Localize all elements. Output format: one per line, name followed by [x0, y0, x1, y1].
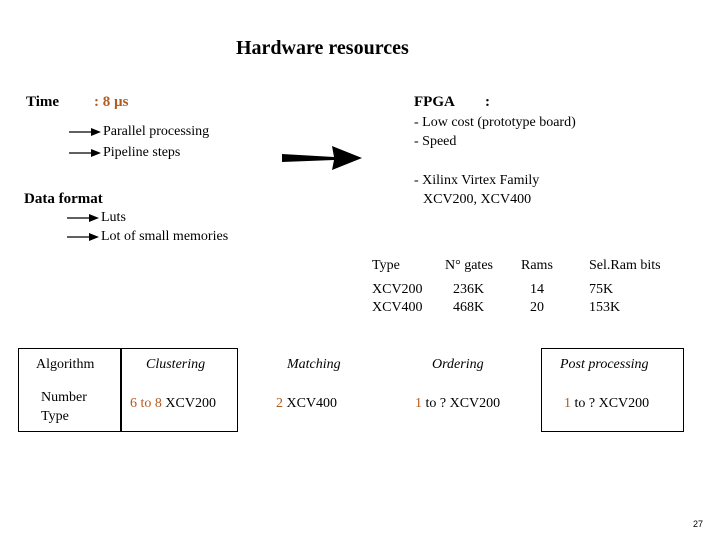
device-cell-rams: 14	[530, 282, 544, 297]
fpga-item-devices: XCV200, XCV400	[423, 192, 532, 207]
column-post-processing: Post processing	[560, 357, 649, 372]
fpga-item-speed: - Speed	[414, 134, 457, 149]
matching-value	[276, 396, 337, 412]
post-processing-type: to ? XCV200	[571, 396, 650, 411]
fpga-colon: :	[485, 94, 490, 110]
post-processing-value	[564, 396, 649, 412]
number-type-label: Number Type	[41, 390, 87, 424]
device-cell-gates: 236K	[453, 282, 485, 297]
device-cell-gates: 468K	[453, 300, 485, 315]
ordering-type: to ? XCV200	[422, 396, 501, 411]
device-cell-type: XCV400	[372, 300, 423, 315]
data-format-luts: Luts	[101, 210, 126, 225]
device-header-selram: Sel.Ram bits	[589, 258, 661, 273]
device-header-gates: N° gates	[445, 258, 493, 273]
device-cell-selram: 153K	[589, 300, 621, 315]
large-arrow-right-icon	[282, 143, 362, 173]
column-ordering: Ordering	[432, 357, 484, 372]
device-header-rams: Rams	[521, 258, 553, 273]
column-matching: Matching	[287, 357, 341, 372]
device-header-type: Type	[372, 258, 400, 273]
ordering-count: 1	[415, 396, 422, 411]
matching-count: 2	[276, 396, 283, 411]
device-cell-rams: 20	[530, 300, 544, 315]
arrow-right-icon	[67, 213, 99, 223]
arrow-right-icon	[69, 148, 101, 158]
clustering-count: 6 to 8	[130, 396, 162, 411]
arrow-right-icon	[69, 127, 101, 137]
matching-type: XCV400	[283, 396, 338, 411]
fpga-item-low-cost: - Low cost (prototype board)	[414, 115, 576, 130]
data-format-memories: Lot of small memories	[101, 229, 229, 244]
ordering-value	[415, 396, 500, 412]
clustering-value	[130, 396, 216, 412]
time-label: Time	[26, 94, 60, 110]
pipeline-steps-text: Pipeline steps	[103, 145, 181, 160]
device-cell-selram: 75K	[589, 282, 614, 297]
page-title: Hardware resources	[236, 37, 409, 59]
arrow-right-icon	[67, 232, 99, 242]
post-processing-count: 1	[564, 396, 571, 411]
device-cell-type: XCV200	[372, 282, 423, 297]
parallel-processing-text: Parallel processing	[103, 124, 210, 139]
clustering-type: XCV200	[161, 396, 216, 411]
slide-number: 27	[693, 519, 704, 529]
column-clustering: Clustering	[146, 357, 206, 372]
data-format-label: Data format	[24, 191, 103, 207]
fpga-label: FPGA	[414, 94, 455, 110]
fpga-item-family: - Xilinx Virtex Family	[414, 173, 540, 188]
time-value: : 8 µs	[94, 94, 129, 110]
algorithm-label: Algorithm	[36, 357, 95, 372]
